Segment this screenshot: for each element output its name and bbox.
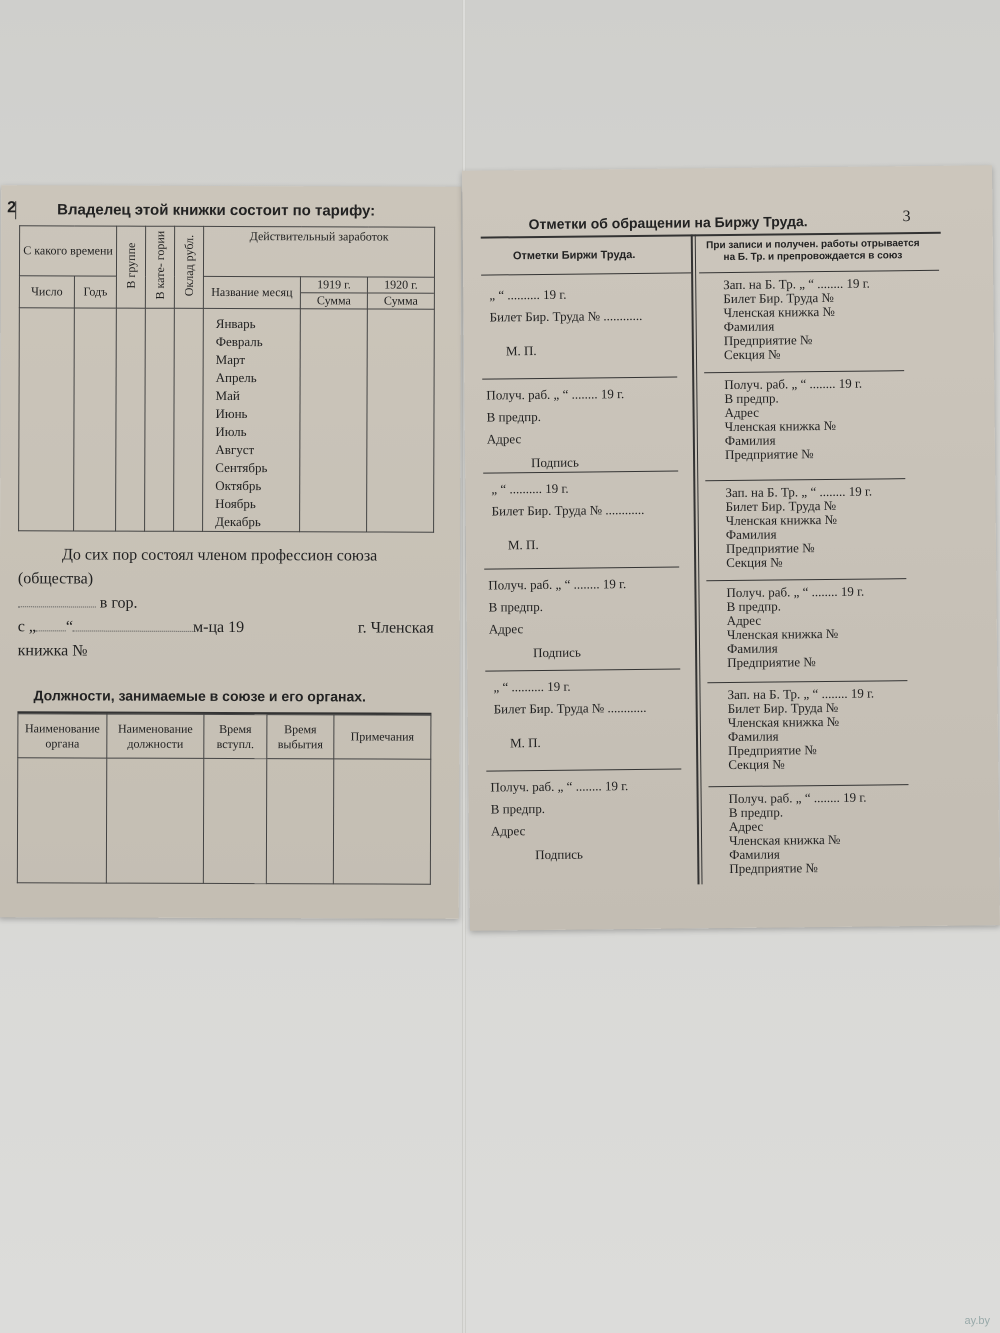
coupon-job-line2: В предпр. (728, 804, 784, 821)
right-page (462, 165, 1000, 931)
page-number: 2 (7, 199, 17, 217)
coupon-job-line6: Предприятие № (727, 654, 816, 671)
positions-heading: Должности, занимаемые в союзе и его органах. (33, 687, 366, 705)
membership-since: с „ (17, 618, 36, 636)
block-separator (708, 784, 908, 787)
col-organ: Наименование органа (18, 714, 107, 758)
block-separator (485, 669, 680, 672)
block-separator (707, 680, 907, 683)
job-enterprise: В предпр. (490, 800, 546, 817)
page-number-bar (15, 201, 17, 219)
coupon-job-line2: В предпр. (726, 598, 782, 615)
job-received: Получ. раб. „ “ ........ 19 г. (486, 386, 625, 403)
coupon-job-line3: Адрес (724, 404, 760, 421)
left-col-rule (481, 272, 691, 275)
coupon-register-line4: Фамилия (723, 318, 775, 335)
coupon-job-line6: Предприятие № (724, 446, 814, 463)
coupon-job-line2: В предпр. (724, 390, 779, 407)
membership-line-1: До сих пор состоял членом профессион союза (61, 546, 378, 565)
coupon-register-line1: Зап. на Б. Тр. „ “ ........ 19 г. (725, 483, 873, 501)
coupon-register-line5: Предприятие № (723, 332, 813, 349)
coupon-register-line1: Зап. на Б. Тр. „ “ ........ 19 г. (723, 275, 870, 293)
month-item: Октябрь (215, 477, 262, 494)
tariff-table (18, 225, 435, 530)
coupon-register-line2: Билет Бир. Труда № (725, 497, 837, 515)
job-address: Адрес (488, 621, 524, 637)
month-item: Ноябрь (215, 495, 256, 512)
job-enterprise: В предпр. (488, 598, 543, 615)
month-item: Март (215, 351, 246, 368)
col-year2: 1920 г. Сумма (367, 277, 434, 309)
coupon-register-line6: Секция № (723, 346, 781, 363)
job-received: Получ. раб. „ “ ........ 19 г. (488, 576, 627, 593)
coupon-register-line2: Билет Бир. Труда № (723, 289, 834, 307)
coupon-job-line5: Фамилия (729, 846, 780, 863)
coupon-register-line2: Билет Бир. Труда № (727, 699, 839, 717)
col-year: Годъ (74, 276, 116, 308)
job-signature: Подпись (533, 644, 581, 661)
col-actual-earnings: Действительный заработок (203, 226, 434, 277)
block-separator (486, 769, 681, 772)
register-ticket: Билет Бир. Труда № ............ (493, 699, 647, 717)
month-item: Июнь (215, 405, 248, 422)
coupon-job-line4: Членская книжка № (724, 417, 837, 435)
block-separator (483, 471, 678, 474)
register-date: „ “ .......... 19 г. (489, 286, 567, 303)
col-entry-time: Время вступл. (204, 714, 267, 758)
register-stamp: М. П. (505, 343, 537, 359)
col-category: В кате- гории (145, 226, 174, 308)
coupon-register-line3: Членская книжка № (725, 511, 838, 529)
block-separator (484, 567, 679, 570)
watermark: ay.by (964, 1315, 990, 1327)
register-ticket: Билет Бир. Труда № ............ (491, 501, 645, 519)
col-leave-time: Время выбытия (267, 715, 334, 759)
col-month-name: Название месяц (203, 276, 300, 308)
col-left-title: Отметки Биржи Труда. (512, 248, 636, 263)
job-address: Адрес (490, 823, 526, 839)
job-address: Адрес (486, 431, 522, 447)
col-day: Число (19, 276, 74, 308)
coupon-register-line4: Фамилия (727, 728, 779, 745)
block-separator (706, 578, 906, 581)
membership-month: м-ца 19 (193, 618, 245, 637)
col-right-title: При записи и получен. работы отрывается на Б. Тр. и препровождается в союз (706, 238, 920, 264)
register-stamp: М. П. (509, 735, 541, 751)
coupon-register-line3: Членская книжка № (727, 713, 840, 731)
col-notes: Примечания (334, 715, 431, 759)
col-year1: 1919 г. Сумма (300, 277, 367, 309)
month-item: Июль (215, 423, 247, 440)
exchange-heading: Отметки об обращении на Биржу Труда. (528, 213, 808, 233)
membership-text: До сих пор состоял членом профессион союза (общества) в гор. с „ “ м-ца 19 г. Членская книжка № (18, 543, 434, 664)
coupon-register-line5: Предприятие № (728, 742, 817, 759)
block-separator (482, 377, 677, 380)
coupon-job-line3: Адрес (728, 818, 764, 835)
membership-city: в гор. (99, 594, 138, 612)
coupon-job-line1: Получ. раб. „ “ ........ 19 г. (724, 375, 863, 393)
membership-member: г. Членская (357, 619, 434, 637)
col-position: Наименование должности (107, 714, 204, 758)
job-signature: Подпись (535, 846, 584, 863)
page-number: 3 (902, 208, 911, 226)
positions-table (17, 711, 432, 886)
coupon-job-line4: Членская книжка № (726, 625, 839, 643)
register-date: „ “ .......... 19 г. (491, 480, 569, 497)
coupon-register-line6: Секция № (726, 554, 783, 571)
job-received: Получ. раб. „ “ ........ 19 г. (490, 778, 629, 795)
coupon-job-line1: Получ. раб. „ “ ........ 19 г. (726, 583, 865, 601)
coupon-job-line3: Адрес (726, 612, 762, 629)
register-ticket: Билет Бир. Труда № ............ (489, 307, 643, 325)
left-page (0, 185, 461, 919)
register-stamp: М. П. (507, 537, 539, 553)
month-item: Декабрь (215, 513, 261, 530)
tariff-heading: Владелец этой книжки состоит по тарифу: (57, 201, 376, 220)
month-item: Январь (215, 315, 256, 332)
coupon-register-line4: Фамилия (725, 526, 777, 543)
month-item: Апрель (215, 369, 257, 386)
membership-line-2: (общества) (17, 570, 94, 588)
coupon-job-line1: Получ. раб. „ “ ........ 19 г. (728, 789, 867, 807)
col-salary: Оклад рубл. (174, 226, 203, 308)
coupon-register-line1: Зап. на Б. Тр. „ “ ........ 19 г. (727, 685, 875, 703)
month-item: Февраль (215, 333, 263, 350)
month-item: Август (215, 441, 255, 458)
membership-book-number: книжка № (17, 642, 88, 660)
month-item: Сентябрь (215, 459, 268, 476)
block-separator (704, 370, 904, 373)
coupon-job-line5: Фамилия (724, 432, 776, 449)
col-since: С какого времени (19, 226, 116, 276)
month-list (203, 308, 301, 531)
coupon-job-line5: Фамилия (726, 640, 778, 657)
coupon-register-line6: Секция № (728, 756, 785, 773)
month-item: Май (215, 387, 240, 404)
coupon-job-line4: Членская книжка № (728, 831, 841, 849)
coupon-register-line3: Членская книжка № (723, 303, 835, 321)
register-date: „ “ .......... 19 г. (493, 678, 571, 695)
block-separator (705, 478, 905, 481)
job-signature: Подпись (531, 454, 579, 471)
job-enterprise: В предпр. (486, 408, 542, 425)
coupon-register-line5: Предприятие № (725, 540, 815, 557)
coupon-job-line6: Предприятие № (729, 860, 818, 877)
right-col-rule (699, 270, 939, 274)
col-group: В группе (116, 226, 145, 308)
